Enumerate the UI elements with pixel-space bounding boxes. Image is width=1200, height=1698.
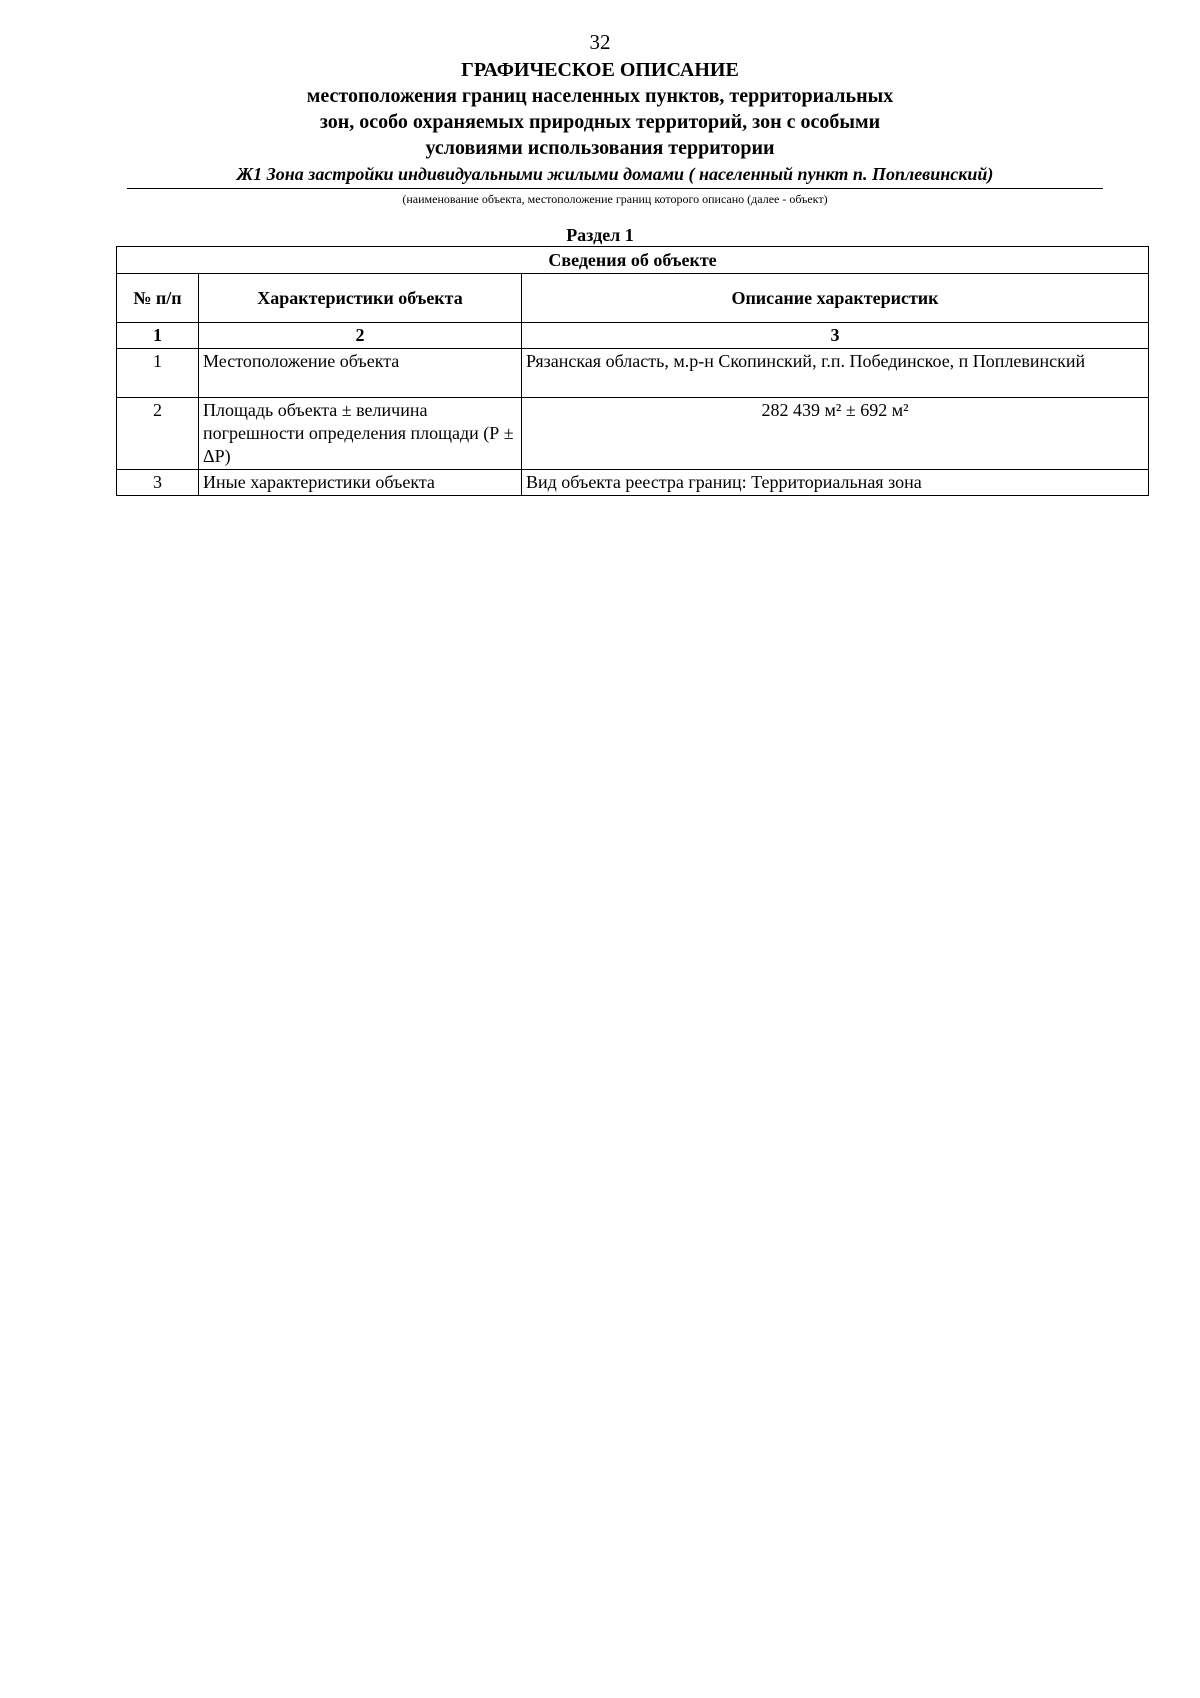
table-caption: Сведения об объекте bbox=[117, 247, 1149, 274]
page-number: 32 bbox=[589, 30, 611, 54]
table-row bbox=[117, 349, 1149, 398]
object-name-underline bbox=[127, 188, 1103, 189]
object-info-table bbox=[116, 246, 1149, 496]
row-description: Вид объекта реестра границ: Территориальная зона bbox=[522, 470, 1149, 496]
table-row bbox=[117, 398, 1149, 470]
title-line-3: зон, особо охраняемых природных территорий, зон с особыми bbox=[319, 111, 881, 133]
header-description: Описание характеристик bbox=[522, 274, 1149, 323]
row-num: 3 bbox=[117, 470, 199, 496]
table-header-row bbox=[117, 274, 1149, 323]
title-line-4: условиями использования территории bbox=[425, 137, 775, 159]
row-description: Рязанская область, м.р-н Скопинский, г.п. Побединское, п Поплевинский bbox=[522, 349, 1149, 398]
title-line-1: ГРАФИЧЕСКОЕ ОПИСАНИЕ bbox=[461, 59, 739, 81]
table-caption-row bbox=[117, 247, 1149, 274]
object-name: Ж1 Зона застройки индивидуальными жилыми домами ( населенный пункт п. Поплевинский) bbox=[236, 164, 994, 184]
row-num: 2 bbox=[117, 398, 199, 470]
document-title bbox=[0, 57, 1200, 161]
section-title: Раздел 1 bbox=[566, 225, 634, 245]
row-num: 1 bbox=[117, 349, 199, 398]
title-line-2: местоположения границ населенных пунктов, территориальных bbox=[306, 85, 894, 107]
table-row bbox=[117, 470, 1149, 496]
row-characteristic: Площадь объекта ± величина погрешности определения площади (Р ± ΔР) bbox=[199, 398, 522, 470]
index-cell: 3 bbox=[522, 323, 1149, 349]
object-caption: (наименование объекта, местоположение границ которого описано (далее - объект) bbox=[402, 192, 828, 206]
row-characteristic: Иные характеристики объекта bbox=[199, 470, 522, 496]
row-description: 282 439 м² ± 692 м² bbox=[522, 398, 1149, 470]
row-characteristic: Местоположение объекта bbox=[199, 349, 522, 398]
table-index-row bbox=[117, 323, 1149, 349]
header-num: № п/п bbox=[117, 274, 199, 323]
index-cell: 1 bbox=[117, 323, 199, 349]
header-characteristics: Характеристики объекта bbox=[199, 274, 522, 323]
index-cell: 2 bbox=[199, 323, 522, 349]
